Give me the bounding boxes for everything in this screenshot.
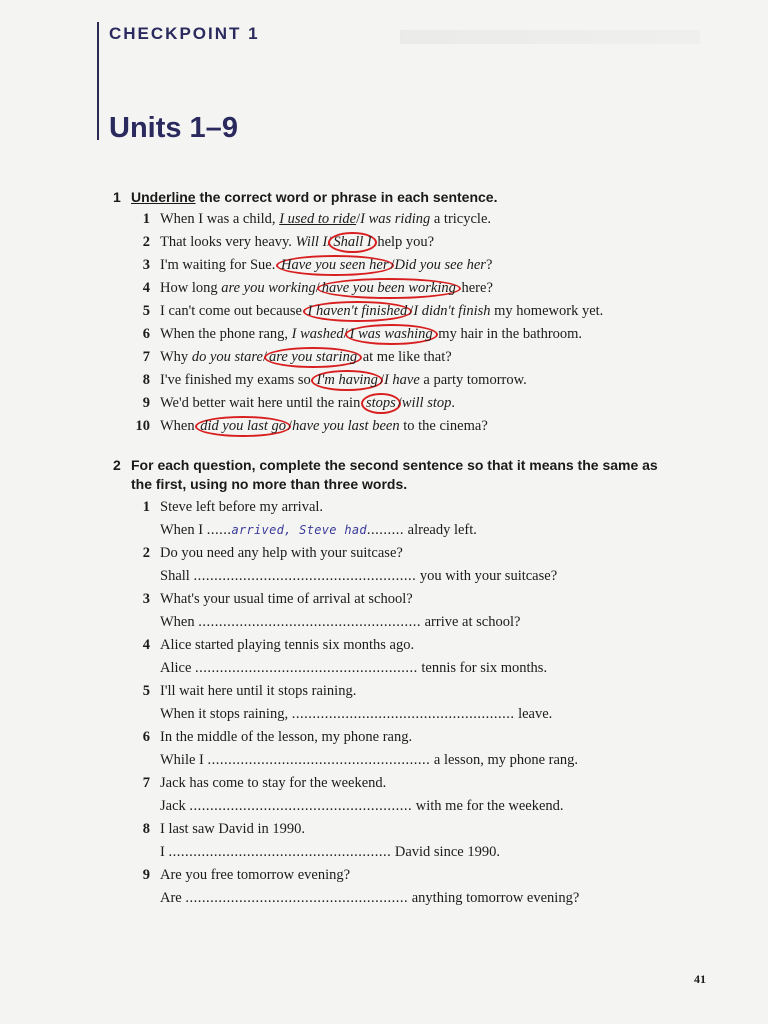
item-text: here?: [457, 280, 493, 296]
separator: /: [390, 257, 395, 273]
ex2-item-2-answer: [160, 565, 557, 588]
item-text: How long: [160, 280, 222, 296]
ex2-item-4-answer: [160, 657, 547, 680]
option-selected[interactable]: I used to ride: [279, 211, 357, 227]
option[interactable]: will stop: [401, 395, 452, 411]
option[interactable]: I washed: [291, 326, 344, 342]
ex1-item-3: [130, 254, 492, 277]
item-number: 3: [142, 257, 150, 273]
answer-blank[interactable]: ......................................................: [193, 568, 417, 584]
option-circled[interactable]: are you staring: [264, 347, 362, 368]
answer-start: Jack: [160, 798, 190, 814]
ex2-item-2-sentence: [130, 542, 403, 565]
instruction-line-1: For each question, complete the second sentence so that it means the same as: [131, 457, 658, 473]
item-number: 3: [142, 591, 150, 607]
answer-blank[interactable]: ......................................................: [185, 890, 409, 906]
item-number: 1: [142, 211, 150, 227]
ex2-item-1-answer: [160, 519, 477, 542]
item-text: to the cinema?: [399, 418, 488, 434]
item-sentence: Alice started playing tennis six months ago.: [160, 637, 415, 653]
answer-start: When: [160, 614, 199, 630]
ex2-item-9-answer: [160, 887, 579, 910]
item-number: 10: [135, 418, 150, 434]
separator: /: [379, 372, 384, 388]
item-text: When: [160, 418, 199, 434]
instruction-text: the correct word or phrase in each sentence.: [195, 189, 498, 205]
option-circled[interactable]: I haven't finished: [303, 301, 413, 322]
item-text: When I was a child,: [160, 211, 280, 227]
answer-dots: .........: [366, 522, 405, 538]
item-number: 2: [142, 545, 150, 561]
ex2-item-8-answer: [160, 841, 500, 864]
ex1-item-9: [130, 392, 455, 415]
answer-blank[interactable]: ......................................................: [198, 614, 421, 630]
ex2-item-1-sentence: [130, 496, 323, 519]
item-sentence: I'll wait here until it stops raining.: [160, 683, 357, 699]
item-sentence: I last saw David in 1990.: [160, 821, 305, 837]
item-number: 1: [142, 499, 150, 515]
exercise-1-instruction: [113, 188, 498, 207]
answer-end: a lesson, my phone rang.: [430, 752, 579, 768]
item-number: 2: [142, 234, 150, 250]
item-text: my homework yet.: [490, 303, 604, 319]
ex1-item-10: [130, 415, 488, 438]
option-circled[interactable]: Shall I: [328, 232, 376, 253]
separator: /: [262, 349, 267, 365]
option[interactable]: do you stare: [191, 349, 263, 365]
item-number: 5: [142, 303, 150, 319]
answer-end: you with your suitcase?: [416, 568, 558, 584]
ex2-item-7-answer: [160, 795, 564, 818]
ex1-item-4: [130, 277, 493, 300]
option[interactable]: have you last been: [292, 418, 400, 434]
option[interactable]: Will I: [295, 234, 328, 250]
answer-blank[interactable]: ......................................................: [195, 660, 418, 676]
item-text: I've finished my exams so: [160, 372, 315, 388]
item-text: at me like that?: [359, 349, 452, 365]
answer-end: tennis for six months.: [417, 660, 548, 676]
option-circled[interactable]: I was washing: [345, 324, 438, 345]
separator: /: [315, 280, 320, 296]
item-text: I can't come out because: [160, 303, 306, 319]
item-number: 7: [142, 775, 150, 791]
item-text: Why: [160, 349, 192, 365]
answer-blank[interactable]: ......................................................: [291, 706, 515, 722]
item-sentence: Steve left before my arrival.: [160, 499, 324, 515]
instruction-line-2: the first, using no more than three words.: [131, 476, 408, 492]
answer-start: While I: [160, 752, 208, 768]
option-circled[interactable]: have you been working: [317, 278, 461, 299]
item-text: I'm waiting for Sue.: [160, 257, 279, 273]
item-text: help you?: [373, 234, 435, 250]
item-text: .: [451, 395, 456, 411]
ex1-item-6: [130, 323, 582, 346]
item-number: 9: [142, 395, 150, 411]
separator: /: [397, 395, 402, 411]
ex2-item-5-answer: [160, 703, 552, 726]
answer-end: already left.: [404, 522, 477, 538]
exercise-2-instruction: [113, 456, 658, 494]
answer-blank[interactable]: ......................................................: [189, 798, 413, 814]
answer-dots: ......: [206, 522, 232, 538]
item-number: 5: [142, 683, 150, 699]
answer-start: Shall: [160, 568, 194, 584]
ex2-item-4-sentence: [130, 634, 414, 657]
instruction-keyword: Underline: [131, 189, 196, 205]
item-number: 8: [142, 821, 150, 837]
exercise-2-number: 2: [113, 457, 121, 473]
item-number: 7: [142, 349, 150, 365]
item-text: a party tomorrow.: [419, 372, 527, 388]
answer-start: When it stops raining,: [160, 706, 292, 722]
ex2-item-7-sentence: [130, 772, 386, 795]
item-number: 6: [142, 326, 150, 342]
item-text: a tricycle.: [430, 211, 492, 227]
ex1-item-5: [130, 300, 603, 323]
item-text: That looks very heavy.: [160, 234, 296, 250]
header-rule: [97, 22, 99, 140]
item-number: 6: [142, 729, 150, 745]
item-sentence: Are you free tomorrow evening?: [160, 867, 351, 883]
item-sentence: In the middle of the lesson, my phone rang.: [160, 729, 413, 745]
answer-start: Alice: [160, 660, 196, 676]
bleed-through-text: [400, 30, 700, 44]
handwritten-answer[interactable]: arrived, Steve had: [231, 523, 367, 537]
option-circled[interactable]: I'm having: [311, 370, 383, 391]
item-text: my hair in the bathroom.: [434, 326, 583, 342]
exercise-1-number: 1: [113, 189, 121, 205]
separator: /: [327, 234, 332, 250]
answer-start: When I: [160, 522, 207, 538]
ex2-item-6-sentence: [130, 726, 412, 749]
ex1-item-1: [130, 208, 491, 231]
answer-end: David since 1990.: [391, 844, 500, 860]
ex1-item-2: [130, 231, 434, 254]
option-circled[interactable]: stops: [361, 393, 401, 414]
page-title: Units 1–9: [109, 112, 238, 144]
option[interactable]: are you working: [221, 280, 316, 296]
ex2-item-8-sentence: [130, 818, 305, 841]
option[interactable]: Did you see her: [394, 257, 486, 273]
ex2-item-5-sentence: [130, 680, 356, 703]
item-sentence: Do you need any help with your suitcase?: [160, 545, 403, 561]
separator: /: [356, 211, 361, 227]
item-text: ?: [485, 257, 493, 273]
answer-blank[interactable]: ......................................................: [207, 752, 431, 768]
answer-end: arrive at school?: [421, 614, 521, 630]
answer-start: I: [160, 844, 169, 860]
answer-end: with me for the weekend.: [412, 798, 564, 814]
answer-end: anything tomorrow evening?: [408, 890, 580, 906]
item-number: 9: [142, 867, 150, 883]
ex2-item-9-sentence: [130, 864, 350, 887]
ex2-item-6-answer: [160, 749, 578, 772]
ex2-item-3-sentence: [130, 588, 413, 611]
option[interactable]: I didn't finish: [413, 303, 491, 319]
checkpoint-label: CHECKPOINT 1: [109, 24, 260, 43]
answer-blank[interactable]: ......................................................: [168, 844, 392, 860]
item-number: 4: [142, 280, 150, 296]
page-number: 41: [694, 972, 706, 986]
option-circled[interactable]: did you last go: [195, 416, 291, 437]
separator: /: [409, 303, 414, 319]
answer-start: Are: [160, 890, 186, 906]
item-number: 8: [142, 372, 150, 388]
item-sentence: Jack has come to stay for the weekend.: [160, 775, 387, 791]
answer-end: leave.: [514, 706, 553, 722]
item-number: 4: [142, 637, 150, 653]
separator: /: [288, 418, 293, 434]
item-sentence: What's your usual time of arrival at school?: [160, 591, 413, 607]
option[interactable]: I have: [383, 372, 420, 388]
ex2-item-3-answer: [160, 611, 520, 634]
option-circled[interactable]: Have you seen her: [276, 255, 394, 276]
item-text: When the phone rang,: [160, 326, 292, 342]
separator: /: [343, 326, 348, 342]
ex1-item-8: [130, 369, 527, 392]
ex1-item-7: [130, 346, 452, 369]
option[interactable]: I was riding: [360, 211, 431, 227]
item-text: We'd better wait here until the rain: [160, 395, 364, 411]
